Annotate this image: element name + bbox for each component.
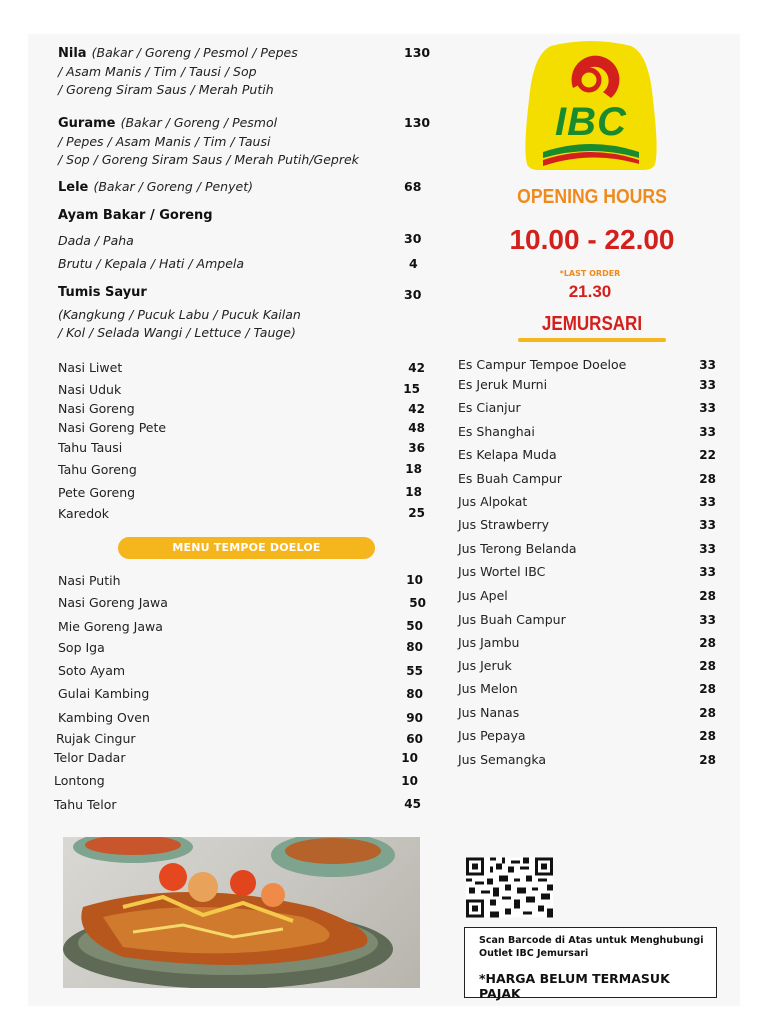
drink-item: Es Jeruk Murni	[458, 377, 548, 392]
menu-item: Nasi Liwet	[58, 360, 123, 375]
drink-price: 33	[699, 542, 716, 556]
outlet-name: JEMURSARI	[541, 313, 643, 335]
menu-price: 50	[406, 619, 423, 633]
tumis-options: / Kol / Selada Wangi / Lettuce / Tauge)	[58, 325, 296, 340]
menu-item: Karedok	[58, 506, 110, 521]
ayam-price: 4	[409, 256, 418, 271]
drink-price: 33	[699, 401, 716, 415]
last-order-time: 21.30	[568, 282, 612, 301]
opening-hours-title: OPENING HOURS	[517, 186, 667, 208]
menu-item: Nasi Uduk	[58, 382, 122, 397]
menu-price: 80	[406, 640, 423, 654]
drink-price: 33	[699, 425, 716, 439]
ayam-option: Dada / Paha	[58, 233, 134, 248]
menu-item: Nasi Goreng Pete	[58, 420, 167, 435]
menu-item: Tahu Telor	[54, 797, 117, 812]
menu-item: Tahu Goreng	[58, 462, 137, 477]
drink-item: Es Shanghai	[458, 424, 535, 439]
menu-price: 15	[403, 382, 420, 396]
menu-item: Telor Dadar	[54, 750, 126, 765]
dish-options: / Pepes / Asam Manis / Tim / Tausi	[58, 134, 271, 149]
menu-price: 18	[405, 462, 422, 476]
drink-price: 33	[699, 495, 716, 509]
ayam-price: 30	[404, 231, 422, 246]
menu-price: 36	[408, 441, 425, 455]
menu-item: Kambing Oven	[58, 710, 150, 725]
menu-price: 80	[406, 687, 423, 701]
qr-code-icon	[466, 857, 553, 918]
menu-item: Nasi Goreng	[58, 401, 135, 416]
section-label-tempoe-doeloe: MENU TEMPOE DOELOE	[118, 537, 375, 559]
dish-options: / Goreng Siram Saus / Merah Putih	[58, 82, 274, 97]
drink-item: Jus Buah Campur	[458, 612, 566, 627]
ayam-option: Brutu / Kepala / Hati / Ampela	[58, 256, 245, 271]
food-photo	[63, 837, 420, 988]
dish-gurame	[58, 113, 458, 169]
drink-price: 28	[699, 589, 716, 603]
drink-item: Jus Pepaya	[458, 728, 526, 743]
tomato	[159, 863, 187, 891]
drink-price: 33	[699, 378, 716, 392]
menu-price: 55	[406, 664, 423, 678]
menu-price: 10	[401, 774, 418, 788]
drink-item: Es Buah Campur	[458, 471, 562, 486]
menu-price: 25	[408, 506, 425, 520]
dish-name: Gurame	[58, 116, 116, 131]
drink-price: 28	[699, 472, 716, 486]
dish-options: (Bakar / Goreng / Pesmol	[120, 115, 278, 130]
drink-price: 28	[699, 636, 716, 650]
menu-item: Nasi Goreng Jawa	[58, 595, 168, 610]
menu-item: Tahu Tausi	[58, 440, 123, 455]
ayam-title: Ayam Bakar / Goreng	[58, 208, 213, 223]
dish-price: 130	[404, 45, 431, 60]
dish-options: / Sop / Goreng Siram Saus / Merah Putih/Geprek	[58, 152, 359, 167]
logo-text: IBC	[555, 100, 627, 144]
menu-price: 60	[406, 732, 423, 746]
drink-item: Jus Jambu	[458, 635, 520, 650]
drink-item: Es Cianjur	[458, 400, 521, 415]
drink-price: 33	[699, 518, 716, 532]
drink-item: Jus Nanas	[458, 705, 520, 720]
drink-item: Es Kelapa Muda	[458, 447, 557, 462]
last-order-label: *LAST ORDER	[559, 269, 621, 278]
scan-instruction: Scan Barcode di Atas untuk Menghubungi Outlet IBC Jemursari	[479, 935, 704, 959]
grilled-fish-photo	[63, 837, 420, 988]
menu-item: Rujak Cingur	[56, 731, 136, 746]
dish-nila	[58, 43, 388, 99]
drink-item: Jus Jeruk	[458, 658, 512, 673]
tumis-title: Tumis Sayur	[58, 285, 147, 300]
menu-item: Sop Iga	[58, 640, 105, 655]
menu-price: 45	[404, 797, 421, 811]
dish-price: 130	[404, 115, 431, 130]
drink-item: Es Campur Tempoe Doeloe	[458, 357, 627, 372]
dish-options: (Bakar / Goreng / Pesmol / Pepes	[91, 45, 298, 60]
menu-price: 42	[408, 402, 425, 416]
drink-item: Jus Alpokat	[458, 494, 528, 509]
drink-price: 28	[699, 659, 716, 673]
drink-item: Jus Apel	[458, 588, 508, 603]
menu-item: Pete Goreng	[58, 485, 136, 500]
dish-name: Lele	[58, 180, 89, 195]
menu-price: 42	[408, 361, 425, 375]
menu-item: Mie Goreng Jawa	[58, 619, 163, 634]
drink-price: 28	[699, 682, 716, 696]
drink-item: Jus Semangka	[458, 752, 547, 767]
menu-item: Gulai Kambing	[58, 686, 150, 701]
drink-price: 28	[699, 753, 716, 767]
drink-item: Jus Strawberry	[458, 517, 550, 532]
drink-item: Jus Wortel IBC	[458, 564, 546, 579]
tomato	[261, 883, 285, 907]
soup	[285, 838, 381, 864]
dish-name: Nila	[58, 46, 87, 61]
ibc-logo	[521, 40, 661, 172]
menu-price: 48	[408, 421, 425, 435]
tomato	[188, 872, 218, 902]
drink-price: 33	[699, 565, 716, 579]
dish-lele	[58, 177, 388, 197]
dish-price: 68	[404, 179, 422, 194]
info-box	[464, 927, 717, 1001]
menu-price: 18	[405, 485, 422, 499]
drink-price: 28	[699, 729, 716, 743]
tax-note: *HARGA BELUM TERMASUK PAJAK	[479, 971, 670, 1001]
menu-price: 10	[401, 751, 418, 765]
dish-options: / Asam Manis / Tim / Tausi / Sop	[58, 64, 257, 79]
menu-item: Soto Ayam	[58, 663, 126, 678]
tomato	[230, 870, 256, 896]
menu-item: Nasi Putih	[58, 573, 121, 588]
menu-price: 50	[409, 596, 426, 610]
drink-price: 28	[699, 706, 716, 720]
menu-price: 90	[406, 711, 423, 725]
outlet-underline	[518, 338, 666, 342]
tumis-price: 30	[404, 287, 422, 302]
drink-price: 33	[699, 358, 716, 372]
drink-price: 22	[699, 448, 716, 462]
drink-price: 33	[699, 613, 716, 627]
opening-hours-time: 10.00 - 22.00	[509, 224, 675, 255]
dish-options: (Bakar / Goreng / Penyet)	[93, 179, 253, 194]
menu-item: Lontong	[54, 773, 105, 788]
drink-item: Jus Melon	[458, 681, 518, 696]
menu-price: 10	[406, 573, 423, 587]
qr-code[interactable]	[466, 857, 553, 918]
tumis-options: (Kangkung / Pucuk Labu / Pucuk Kailan	[58, 307, 301, 322]
drink-item: Jus Terong Belanda	[458, 541, 577, 556]
